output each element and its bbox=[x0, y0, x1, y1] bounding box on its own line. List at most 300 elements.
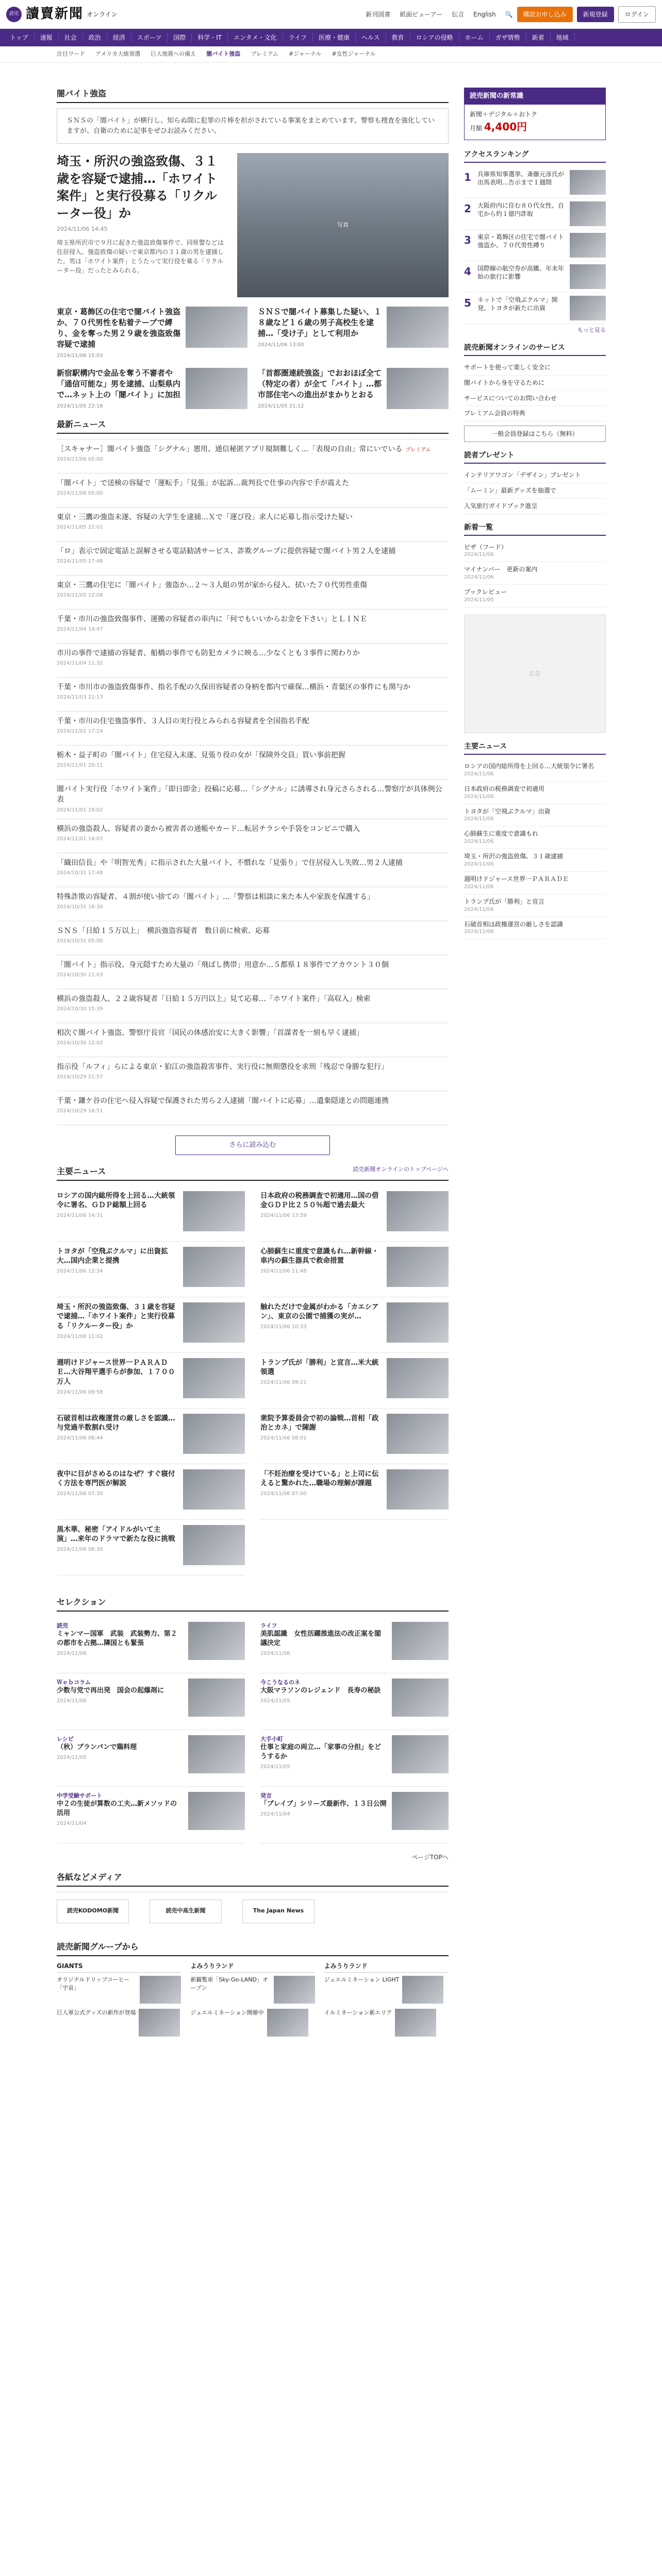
group-cols bbox=[57, 1961, 449, 2042]
subnav-item[interactable]: 巨大地震への備え bbox=[151, 50, 196, 58]
item-date: 2024/10/30 21:03 bbox=[57, 972, 103, 978]
group-item-text[interactable]: ジュエルミネーション LIGHT bbox=[324, 1976, 400, 1983]
item-text[interactable]: 栃木・益子町の「闇バイト」住宅侵入未遂、見張り役の女が「保険外交員」買い事前把握 bbox=[57, 751, 345, 759]
item-text[interactable]: 横浜の強盗殺人、２２歳容疑者「日給１５万円以上」見て応募…「ホワイト案件」「高収入」検索 bbox=[57, 995, 371, 1004]
item-image[interactable] bbox=[392, 1735, 449, 1773]
item-text[interactable]: 石破首相は政権運営の厳しさを認識 bbox=[464, 920, 564, 928]
item-text[interactable]: トランプ氏が「勝利」と宣言…米大統領選 bbox=[260, 1358, 379, 1377]
item-category[interactable]: ライフ bbox=[260, 1622, 277, 1629]
subnav-item[interactable]: #女性ジャーナル bbox=[332, 50, 376, 58]
group-item-text[interactable]: イルミネーション新エリア bbox=[324, 2009, 392, 2016]
service-title: 読売新聞オンラインのサービス bbox=[464, 343, 606, 356]
item-image[interactable] bbox=[387, 1469, 449, 1510]
item-date: 2024/10/30 12:02 bbox=[57, 1040, 103, 1046]
item-text[interactable]: 東京・三鷹の強盗未遂、容疑の大学生を逮捕…Ｘで「運び役」求人に応募し指示受けた疑い bbox=[57, 513, 353, 521]
top-link-english[interactable]: English bbox=[473, 10, 496, 18]
side-main-item[interactable] bbox=[464, 917, 606, 940]
subnav-item-active[interactable]: 闇バイト強盗 bbox=[206, 50, 241, 58]
major-item[interactable] bbox=[260, 1353, 449, 1409]
item-image[interactable] bbox=[183, 1469, 245, 1510]
rank-image[interactable] bbox=[570, 296, 606, 320]
nav-item[interactable]: ヘルス bbox=[356, 33, 386, 42]
item-category[interactable]: 大手小町 bbox=[260, 1735, 283, 1742]
item-text[interactable]: トランプ氏が「勝利」と宣言 bbox=[464, 897, 545, 905]
present-item[interactable]: 人気旅行ガイドブック進呈 bbox=[464, 499, 606, 514]
feature-card[interactable] bbox=[258, 307, 449, 360]
topic-lead: ＳＮＳの「闇バイト」が横行し、知らぬ間に犯罪の片棒を担がされている事案をまとめています。警察も捜査を強化していますが、自衛のために記事をぜひお読みください。 bbox=[57, 108, 449, 144]
item-text[interactable]: 「闇バイト」指示役、身元隠すため大量の「飛ばし携帯」用意か…５都県１８事件でアカウント３０個 bbox=[57, 961, 389, 970]
nav-item[interactable]: スポーツ bbox=[131, 33, 168, 42]
feed-list bbox=[464, 540, 606, 607]
item-date: 2024/11/06 07:30 bbox=[57, 1491, 103, 1497]
site-logo[interactable]: 讀賣新聞 bbox=[26, 6, 84, 22]
item-date: 2024/11/05 17:48 bbox=[57, 558, 103, 565]
present-list bbox=[464, 468, 606, 514]
major-item[interactable] bbox=[57, 1186, 245, 1242]
nav-item[interactable]: ホーム bbox=[459, 33, 490, 42]
item-date: 2024/10/31 16:30 bbox=[57, 904, 103, 910]
register-button[interactable]: 新規登録 bbox=[577, 7, 614, 22]
item-date: 2024/11/04 bbox=[57, 1821, 87, 1827]
nav-item[interactable]: 新着 bbox=[526, 33, 551, 42]
card-date: 2024/11/05 22:16 bbox=[57, 403, 103, 409]
promo-head: 読売新聞の新常識 bbox=[465, 88, 605, 105]
nav-item[interactable]: ガザ情勢 bbox=[490, 33, 526, 42]
group-image[interactable] bbox=[274, 1976, 315, 2004]
item-text[interactable]: 東京・三鷹の住宅に「闇バイト」強盗か…２〜３人組の男が家から侵入、拭いた７０代男性重傷 bbox=[57, 581, 367, 589]
item-category[interactable]: 読売 bbox=[57, 1622, 68, 1629]
item-image[interactable] bbox=[188, 1792, 245, 1830]
major-item[interactable] bbox=[260, 1464, 449, 1520]
item-text[interactable]: 衆院予算委員会で初の論戦…首相「政治とカネ」で陳謝 bbox=[260, 1414, 379, 1432]
selection-item[interactable] bbox=[57, 1617, 245, 1673]
nav-item[interactable]: ライフ bbox=[283, 33, 313, 42]
nav-item[interactable]: 国際 bbox=[168, 33, 192, 42]
group-head[interactable]: GIANTS bbox=[57, 1961, 181, 1973]
rank-number: 2 bbox=[464, 202, 471, 215]
item-text[interactable]: トヨタが「空飛ぶクルマ」に出資拡大…国内企業と提携 bbox=[57, 1247, 168, 1265]
item-image[interactable] bbox=[188, 1735, 245, 1773]
item-text[interactable]: 中２の生徒が算数の工夫…新メソッドの活用 bbox=[57, 1800, 177, 1818]
masthead bbox=[0, 0, 662, 29]
group-head[interactable]: よみうりランド bbox=[324, 1961, 449, 1973]
major-item[interactable] bbox=[57, 1409, 245, 1464]
group-item[interactable] bbox=[190, 2009, 315, 2038]
side-main-item[interactable] bbox=[464, 759, 606, 782]
item-date: 2024/11/06 bbox=[464, 771, 494, 777]
feed-text[interactable]: ピザ（フード） bbox=[464, 543, 507, 551]
feature-card[interactable] bbox=[258, 368, 449, 410]
item-text[interactable]: 埼玉・所沢の強盗致傷、３１歳を容疑で逮捕…「ホワイト案件」と実行役募る「リクルーター役」か bbox=[57, 1302, 175, 1331]
item-text[interactable]: 石破首相は政権運営の厳しさを認識…与党過半数割れ受け bbox=[57, 1414, 175, 1432]
item-category[interactable]: 今こうなるのネ bbox=[260, 1679, 300, 1686]
group-image[interactable] bbox=[395, 2009, 436, 2037]
ranking-more-link[interactable]: もっと見る bbox=[577, 326, 606, 333]
nav-item[interactable]: エンタメ・文化 bbox=[228, 33, 283, 42]
item-text[interactable]: 日本政府の税務調査で初適用 bbox=[464, 785, 545, 792]
ranking-title: アクセスランキング bbox=[464, 149, 606, 163]
major-item[interactable] bbox=[57, 1464, 245, 1520]
major-item[interactable] bbox=[57, 1520, 245, 1575]
list-item[interactable] bbox=[57, 1091, 449, 1125]
item-date: 2024/10/31 17:48 bbox=[57, 870, 103, 876]
present-item[interactable]: インテリアワゴン「デザイン」プレゼント bbox=[464, 468, 606, 483]
list-item[interactable] bbox=[57, 677, 449, 711]
group-card bbox=[324, 1961, 449, 2042]
item-text[interactable]: ミャンマー国軍 武装 武装勢力、第２の都市を占拠…隣国とも緊張 bbox=[57, 1630, 177, 1648]
item-text[interactable]: 「不妊治療を受けている」と上司に伝えると驚かれた…職場の理解が課題 bbox=[260, 1469, 379, 1488]
page-top-link[interactable]: ページTOPへ bbox=[411, 1853, 449, 1861]
rank-text[interactable]: ネットで「空飛ぶクルマ」開発、トヨタが新たに出資 bbox=[477, 296, 558, 312]
nav-item[interactable]: 教育 bbox=[386, 33, 410, 42]
item-date: 2024/11/04 bbox=[260, 1811, 290, 1818]
media-logo-japannews[interactable]: The Japan News bbox=[242, 1900, 315, 1923]
item-date: 2024/11/06 bbox=[464, 861, 494, 867]
item-text[interactable]: 週明けドジャース世界一ＰＡＲＡＤＥ bbox=[464, 875, 569, 883]
item-text[interactable]: 千葉・市川の強盗致傷事件、運搬の容疑者の車内に「何でもいいからお金を下さい」とＬＩＮＥ bbox=[57, 615, 367, 623]
login-button[interactable]: ログイン bbox=[618, 6, 656, 23]
top-link-message[interactable]: 伝言 bbox=[452, 10, 465, 18]
major-news bbox=[57, 1186, 449, 1575]
item-image[interactable] bbox=[183, 1247, 245, 1287]
item-text[interactable]: 触れただけで金属がわかる「カエシアン」、東京の公園で捕獲の実が… bbox=[260, 1302, 379, 1321]
rank-text[interactable]: 大阪府内に住む８０代女性、自宅から約１億円詐取 bbox=[477, 201, 565, 218]
major-item[interactable] bbox=[57, 1242, 245, 1297]
service-item[interactable]: サービスについてのお問い合わせ bbox=[464, 391, 606, 406]
item-date: 2024/11/06 13:59 bbox=[260, 1213, 307, 1219]
hero-title[interactable]: 埼玉・所沢の強盗致傷、３１歳を容疑で逮捕…「ホワイト案件」と実行役募る「リクルーター役」か bbox=[57, 154, 218, 221]
feed-item[interactable] bbox=[464, 562, 606, 585]
list-item[interactable] bbox=[57, 507, 449, 541]
rank-image[interactable] bbox=[570, 233, 606, 258]
side-main-item[interactable] bbox=[464, 782, 606, 804]
item-text[interactable]: 黒木華、秘密「アイドルがいて主演」…来年のドラマで新たな役に挑戦 bbox=[57, 1525, 175, 1544]
item-text[interactable]: 指示役「ルフィ」らによる東京・狛江の強盗殺害事件、実行役に無期懲役を求刑「残忍で身勝な犯行」 bbox=[57, 1063, 388, 1072]
card-date: 2024/11/06 13:00 bbox=[258, 342, 304, 348]
item-text[interactable]: 週明けドジャース世界一ＰＡＲＡＤＥ…大谷翔平選手らが参加、１７００万人 bbox=[57, 1358, 175, 1386]
group-item[interactable] bbox=[57, 1976, 181, 2005]
item-date: 2024/11/05 bbox=[260, 1698, 290, 1704]
major-item[interactable] bbox=[260, 1409, 449, 1464]
ranking-item[interactable] bbox=[464, 261, 606, 293]
major-item[interactable] bbox=[57, 1297, 245, 1353]
promo-price: 4,400円 bbox=[484, 120, 527, 133]
list-item[interactable] bbox=[57, 921, 449, 955]
nav-item[interactable]: 地域 bbox=[551, 33, 575, 42]
item-text[interactable]: 日本政府の税務調査で初適用…国の借金ＧＤＰ比２５０％超で過去最大 bbox=[260, 1191, 379, 1210]
card-image[interactable] bbox=[387, 307, 449, 348]
list-item[interactable] bbox=[57, 819, 449, 853]
item-date: 2024/11/06 bbox=[57, 1698, 87, 1704]
rank-number: 3 bbox=[464, 233, 471, 246]
item-text[interactable]: 千葉・市川市の強盗致傷事件、指名手配の久保田容疑者の身柄を都内で確保…横浜・青葉区の事件にも関与か bbox=[57, 683, 410, 691]
item-text[interactable]: 心肺蘇生に重度で意識もれ bbox=[464, 830, 539, 838]
list-item[interactable] bbox=[57, 643, 449, 677]
feed-text[interactable]: マイナンバー 更新の案内 bbox=[464, 566, 538, 573]
latest-list bbox=[57, 439, 449, 1125]
media-logo-chukosei[interactable]: 読売中高生新聞 bbox=[150, 1900, 222, 1923]
item-image[interactable] bbox=[183, 1414, 245, 1454]
side-main-item[interactable] bbox=[464, 826, 606, 849]
item-date: 2024/11/06 bbox=[464, 929, 494, 935]
item-date: 2024/11/06 05:00 bbox=[57, 490, 103, 497]
subscribe-button[interactable]: 購読お申し込み bbox=[517, 7, 573, 22]
hero-date: 2024/11/06 14:45 bbox=[57, 226, 108, 233]
side-main-item[interactable] bbox=[464, 849, 606, 872]
list-item[interactable] bbox=[57, 989, 449, 1023]
nav-item[interactable]: 医療・健康 bbox=[313, 33, 356, 42]
list-item[interactable] bbox=[57, 711, 449, 745]
nav-item[interactable]: トップ bbox=[4, 33, 35, 42]
item-text[interactable]: ［スキャナー］闇バイト強盗「シグナル」悪用、通信秘匿アプリ規制難しく…「表現の自由」常にいでいる bbox=[57, 445, 403, 453]
feature-card[interactable] bbox=[57, 307, 247, 360]
item-text[interactable]: 市川の事件で逮捕の容疑者、船橋の事件でも防犯カメラに映る…少なくとも３事件に関わりか bbox=[57, 649, 360, 657]
item-text[interactable]: 美肌認識 女性活躍推進法の改正案を閣議決定 bbox=[260, 1630, 382, 1648]
group-image[interactable] bbox=[402, 1976, 443, 2004]
item-date: 2024/11/06 06:30 bbox=[57, 1547, 103, 1553]
major-item[interactable] bbox=[57, 1353, 245, 1409]
nav-item[interactable]: 社会 bbox=[59, 33, 83, 42]
item-date: 2024/11/06 12:34 bbox=[57, 1268, 103, 1275]
item-text[interactable]: 「織田信長」や「明智光秀」に指示された大量バイト、不慣れな「見張り」で住居侵入し失敗…男２人逮捕 bbox=[57, 859, 403, 868]
card-image[interactable] bbox=[387, 368, 449, 409]
item-image[interactable] bbox=[387, 1358, 449, 1398]
rank-image[interactable] bbox=[570, 264, 606, 289]
group-item-text[interactable]: ジュエルミネーション開催中 bbox=[190, 2009, 264, 2016]
nav-item[interactable]: 経済 bbox=[107, 33, 131, 42]
service-item[interactable]: プレミアム会員の特典 bbox=[464, 406, 606, 421]
group-image[interactable] bbox=[267, 2009, 308, 2037]
group-item[interactable] bbox=[324, 2009, 449, 2038]
item-category[interactable]: Ｗｅｂコラム bbox=[57, 1679, 91, 1686]
group-item[interactable] bbox=[57, 2009, 181, 2038]
list-item[interactable] bbox=[57, 439, 449, 473]
feed-item[interactable] bbox=[464, 540, 606, 563]
promo-text: 新聞＋デジタル＋おトク bbox=[470, 110, 538, 118]
item-image[interactable] bbox=[183, 1525, 245, 1565]
subnav-item[interactable]: プレミアム bbox=[251, 50, 279, 58]
item-date: 2024/11/06 07:00 bbox=[260, 1491, 307, 1497]
side-main-item[interactable] bbox=[464, 804, 606, 827]
group-card bbox=[190, 1961, 315, 2042]
item-text[interactable]: 千葉・鎌ケ谷の住宅へ侵入容疑で保護された男ら２人逮捕「闇バイトに応募」…遺棄隠達との問題連携 bbox=[57, 1097, 389, 1106]
main-column bbox=[57, 88, 449, 2042]
sub-nav bbox=[0, 46, 662, 63]
list-item[interactable] bbox=[57, 853, 449, 887]
latest-title: 最新ニュース bbox=[57, 418, 449, 434]
item-image[interactable] bbox=[183, 1358, 245, 1398]
subnav-item[interactable]: #ジャーナル bbox=[289, 50, 322, 58]
item-text[interactable]: 大阪マラソンのレジェンド 長寿の秘訣 bbox=[260, 1686, 381, 1694]
list-item[interactable] bbox=[57, 541, 449, 575]
feed-text[interactable]: ブックレビュー bbox=[464, 588, 507, 596]
present-item[interactable]: 「ムーミン」最新グッズを抽選で bbox=[464, 483, 606, 499]
item-date: 2024/11/01 19:02 bbox=[57, 807, 103, 813]
item-text[interactable]: ＳＮＳ「日給１５万以上」 横浜強盗容疑者 数日前に検索、応募 bbox=[57, 927, 270, 936]
item-date: 2024/11/01 14:07 bbox=[57, 836, 103, 842]
item-text[interactable]: ロシアの国内総所得を上回る…大統領令に署名、ＧＤＰ総額上回る bbox=[57, 1191, 175, 1210]
service-item[interactable]: サポートを使って楽しく安全に bbox=[464, 360, 606, 376]
selection-item[interactable] bbox=[260, 1673, 449, 1730]
ranking-item[interactable] bbox=[464, 167, 606, 198]
free-register-button[interactable]: 一般会員登録はこちら（無料） bbox=[464, 426, 606, 442]
list-item[interactable] bbox=[57, 745, 449, 779]
item-image[interactable] bbox=[183, 1302, 245, 1343]
feed-item[interactable] bbox=[464, 585, 606, 607]
ranking-item[interactable] bbox=[464, 293, 606, 324]
group-item-text[interactable]: 新観覧車「Sky-Go-LAND」オープン bbox=[190, 1976, 269, 1992]
load-more-button[interactable]: さらに読み込む bbox=[175, 1136, 330, 1155]
major-item[interactable] bbox=[260, 1297, 449, 1353]
item-image[interactable] bbox=[387, 1414, 449, 1454]
hero-desc: 埼玉県所沢市で９月に起きた強盗致傷事件で、同県警などは住居侵入、強盗致傷の疑いで東京都内の３１歳の男を逮捕した。男は「ホワイト案件」とうたって実行役を募る「リクルーター役」だったとみられる。 bbox=[57, 239, 224, 274]
rank-image[interactable] bbox=[570, 201, 606, 226]
media-logo-kodomo[interactable]: 読売KODOMO新聞 bbox=[57, 1900, 129, 1923]
rank-text[interactable]: 国際線の航空券が高騰、年末年始の旅行に影響 bbox=[477, 264, 565, 281]
card-title[interactable]: 東京・葛飾区の住宅で闇バイト強盗か、７０代男性を粘着テープで縛り、金を奪った男２９歳を強盗致傷容疑で逮捕 bbox=[57, 307, 181, 349]
subnav-item[interactable]: アメリカ大統領選 bbox=[95, 50, 141, 58]
item-text[interactable]: ロシアの国内総所得を上回る…大統領令に署名 bbox=[464, 762, 594, 770]
hero-article[interactable] bbox=[57, 153, 449, 297]
group-item-text[interactable]: オリジナルドリップコーヒー「宇宙」 bbox=[57, 1976, 130, 1992]
item-date: 2024/11/04 11:32 bbox=[57, 660, 103, 667]
major-title bbox=[57, 1165, 449, 1181]
list-item[interactable] bbox=[57, 1023, 449, 1057]
item-text[interactable]: 「闇バイト」で送検の容疑で「運転手」「見張」が起訴…裁判長で仕事の内容で手が震えた bbox=[57, 479, 349, 487]
ranking-item[interactable] bbox=[464, 230, 606, 261]
side-main-item[interactable] bbox=[464, 872, 606, 894]
list-item[interactable] bbox=[57, 1057, 449, 1091]
premium-badge: プレミアム bbox=[405, 447, 431, 453]
group-item-text[interactable]: 巨人軍公式グッズの新作が登場 bbox=[57, 2009, 136, 2016]
card-title[interactable]: ＳＮＳで闇バイト募集した疑い、１８歳など１６歳の男子高校生を逮捕…「受け子」として利用か bbox=[258, 307, 382, 338]
item-text[interactable]: 埼玉・所沢の強盗致傷、３１歳逮捕 bbox=[464, 853, 564, 860]
card-image[interactable] bbox=[186, 368, 247, 409]
group-item[interactable] bbox=[190, 1976, 315, 2005]
selection-item[interactable] bbox=[57, 1787, 245, 1843]
hero-image[interactable]: 写真 bbox=[237, 153, 449, 297]
item-date: 2024/11/06 bbox=[464, 884, 494, 890]
group-head[interactable]: よみうりランド bbox=[190, 1961, 315, 1973]
top-page-link[interactable]: 読売新聞オンラインのトップページへ bbox=[353, 1165, 449, 1173]
item-image[interactable] bbox=[183, 1191, 245, 1231]
list-item[interactable] bbox=[57, 887, 449, 921]
item-category[interactable]: レシピ bbox=[57, 1735, 74, 1742]
item-text[interactable]: 仕事と家庭の両立…「家事の分担」をどうするか bbox=[260, 1743, 382, 1761]
item-date: 2024/10/31 05:00 bbox=[57, 938, 103, 944]
subnav-item[interactable]: 注目ワード bbox=[57, 50, 85, 58]
card-title[interactable]: 新宿駅構内で金品を奪う不審者や「通信可能な」男を逮捕、山梨県内で…ネット上の「闇バイト」に加担 bbox=[57, 368, 181, 399]
side-main-title: 主要ニュース bbox=[464, 741, 606, 755]
card-title[interactable]: 「首都圏連続強盗」でおおほぼ全て（特定の者）が全て「バイト」…都市部住宅への進出がまかりとおる bbox=[258, 368, 382, 399]
item-category[interactable]: 中学受験サポート bbox=[57, 1792, 102, 1799]
selection-item[interactable] bbox=[57, 1673, 245, 1730]
service-item[interactable]: 闇バイトから身を守るために bbox=[464, 376, 606, 391]
top-link-books[interactable]: 新刊図書 bbox=[366, 10, 391, 18]
item-text[interactable]: 夜中に目がさめるのはなぜ？すぐ寝付く方法を専門医が解説 bbox=[57, 1469, 175, 1488]
item-category[interactable]: 発言 bbox=[260, 1792, 272, 1799]
item-text[interactable]: 少数与党で再出発 国会の起爆剤に bbox=[57, 1686, 164, 1694]
group-image[interactable] bbox=[140, 1976, 181, 2004]
item-text[interactable]: 特殊詐欺の容疑者、４割が使い捨ての「闇バイト」…「警察は相談に来た本人や家族を保護する」 bbox=[57, 893, 374, 902]
service-list bbox=[464, 360, 606, 421]
item-text[interactable]: 千葉・市川の住宅強盗事件、３人目の実行役とみられる容疑者を全国指名手配 bbox=[57, 717, 309, 725]
item-image[interactable] bbox=[188, 1679, 245, 1717]
item-date: 2024/11/02 17:24 bbox=[57, 728, 103, 735]
nav-item[interactable]: 科学・IT bbox=[192, 33, 228, 42]
selection-item[interactable] bbox=[260, 1787, 449, 1843]
subscription-promo[interactable] bbox=[464, 88, 606, 140]
item-text[interactable]: 相次ぐ闇バイト強盗、警察庁長官「国民の体感治安に大きく影響」「首謀者を一刻も早く逮捕」 bbox=[57, 1029, 363, 1038]
list-item[interactable] bbox=[57, 609, 449, 643]
item-text[interactable]: 「ブレイブ」シリーズ最新作、１３日公開 bbox=[260, 1800, 387, 1808]
media-title: 各紙などメディア bbox=[57, 1871, 449, 1887]
major-item[interactable] bbox=[260, 1186, 449, 1242]
item-date: 2024/11/06 bbox=[464, 839, 494, 845]
rank-image[interactable] bbox=[570, 170, 606, 195]
feed-date: 2024/11/05 bbox=[464, 597, 494, 603]
present-title: 読者プレゼント bbox=[464, 450, 606, 464]
ad-slot[interactable]: 広告 bbox=[464, 615, 606, 733]
selection-item[interactable] bbox=[57, 1730, 245, 1787]
list-item[interactable] bbox=[57, 955, 449, 989]
major-item[interactable] bbox=[260, 1242, 449, 1297]
item-date: 2024/11/06 11:02 bbox=[57, 1334, 103, 1340]
list-item[interactable] bbox=[57, 779, 449, 819]
item-image[interactable] bbox=[188, 1622, 245, 1660]
nav-item[interactable]: 速報 bbox=[35, 33, 59, 42]
search-icon[interactable]: 🔍 bbox=[505, 10, 513, 18]
selection-list bbox=[57, 1617, 449, 1843]
item-text[interactable]: （秋）ブランパンで鶏料理 bbox=[57, 1743, 137, 1751]
item-date: 2024/11/06 bbox=[464, 793, 494, 800]
item-date: 2024/11/06 09:58 bbox=[57, 1389, 103, 1396]
item-image[interactable] bbox=[392, 1679, 449, 1717]
item-text[interactable]: 闇バイト実行役「ホワイト案件」「即日即金」投稿に応募…「シグナル」に誘導され身元さらされる…警察庁が具体例公表 bbox=[57, 785, 442, 804]
selection-item[interactable] bbox=[260, 1617, 449, 1673]
list-item[interactable] bbox=[57, 473, 449, 507]
card-image[interactable] bbox=[186, 307, 247, 348]
item-image[interactable] bbox=[392, 1792, 449, 1830]
feature-card[interactable] bbox=[57, 368, 247, 410]
list-item[interactable] bbox=[57, 575, 449, 609]
item-text[interactable]: 心肺蘇生に重度で意識もれ…新幹線・車内の蘇生器具で救命措置 bbox=[260, 1247, 379, 1265]
group-image[interactable] bbox=[139, 2009, 180, 2037]
item-date: 2024/11/05 bbox=[260, 1764, 290, 1770]
nav-item[interactable]: 政治 bbox=[83, 33, 107, 42]
item-image[interactable] bbox=[387, 1247, 449, 1287]
nav-item[interactable]: ロシアの侵略 bbox=[410, 33, 459, 42]
item-text[interactable]: トヨタが「空飛ぶクルマ」出資 bbox=[464, 807, 551, 815]
item-image[interactable] bbox=[387, 1302, 449, 1343]
logo-sub: オンライン bbox=[87, 10, 118, 18]
selection-item[interactable] bbox=[260, 1730, 449, 1787]
rank-text[interactable]: 兵庫県知事選挙、斎藤元彦氏が出馬表明…告示まで１週間 bbox=[477, 170, 565, 187]
ranking-item[interactable] bbox=[464, 198, 606, 230]
item-image[interactable] bbox=[392, 1622, 449, 1660]
item-text[interactable]: 横浜の強盗殺人、容疑者の妻から被害者の通帳やカード…転居チラシや手袋をコンビニで購入 bbox=[57, 825, 360, 834]
side-main-item[interactable] bbox=[464, 894, 606, 917]
major-title-text: 主要ニュース bbox=[57, 1166, 106, 1176]
group-item[interactable] bbox=[324, 1976, 449, 2005]
item-text[interactable]: 「ロ」表示で固定電話と誤解させる電話勧誘サービス、詐欺グループに提供容疑で闇バイト男２人を逮捕 bbox=[57, 547, 396, 555]
item-date: 2024/10/30 15:39 bbox=[57, 1006, 103, 1012]
logo-badge[interactable]: 読売 bbox=[6, 7, 22, 22]
rank-text[interactable]: 東京・葛飾区の住宅で闇バイト強盗か、７０代男性縛り bbox=[477, 233, 565, 249]
item-image[interactable] bbox=[387, 1191, 449, 1231]
top-link-viewer[interactable]: 紙面ビューアー bbox=[400, 10, 443, 18]
topic-title: 闇バイト強盗 bbox=[57, 88, 449, 103]
